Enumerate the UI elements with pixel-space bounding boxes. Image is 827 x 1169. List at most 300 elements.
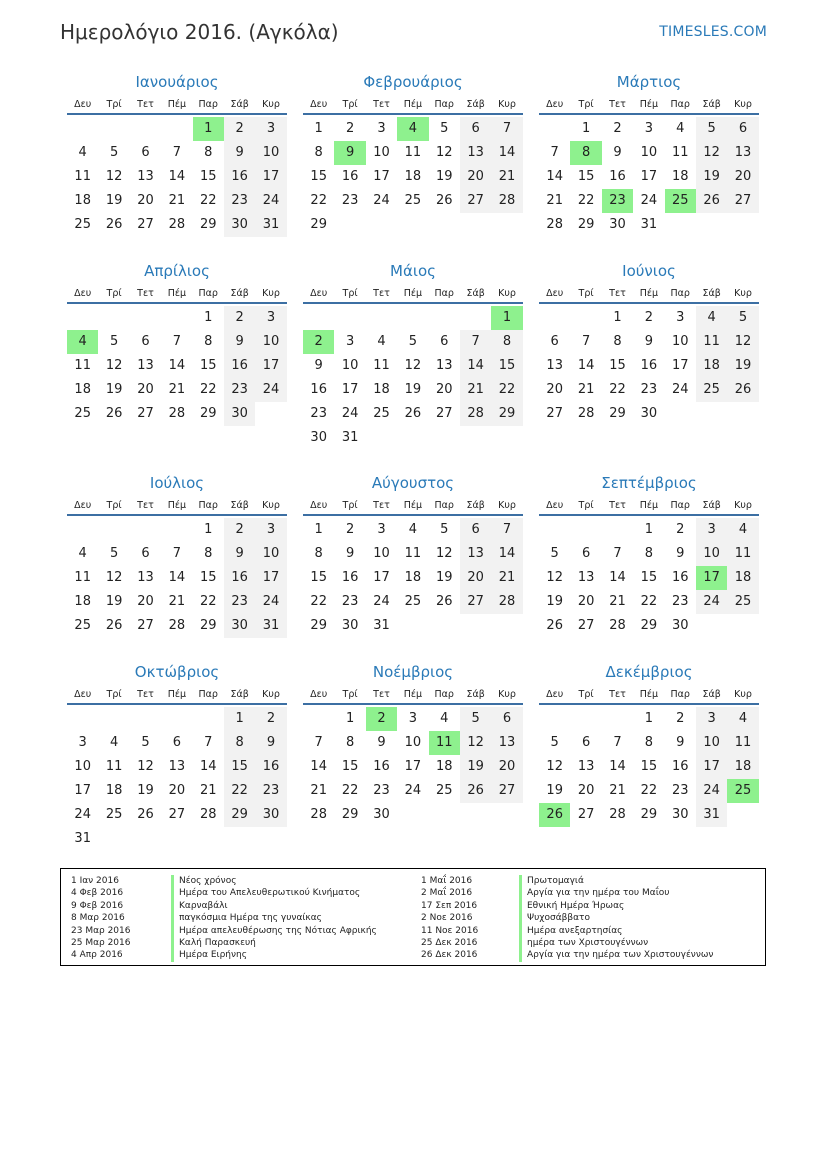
day-cell: 11 xyxy=(74,358,91,373)
day-cell: 22 xyxy=(341,783,359,798)
legend-holiday-name: Αργία για την ημέρα του Μαΐου xyxy=(519,887,713,899)
day-cell: 29 xyxy=(640,618,658,633)
day-cell: 25 xyxy=(696,378,727,402)
day-cell: 5 xyxy=(727,306,758,330)
day-cell: 24 xyxy=(404,783,422,798)
day-cell: 24 xyxy=(696,779,727,803)
weekday-label: Κυρ xyxy=(498,500,516,511)
day-cell: 30 xyxy=(224,614,255,638)
day-cell: 9 xyxy=(676,735,685,750)
weekday-label: Κυρ xyxy=(262,99,280,110)
weekday-label: Πέμ xyxy=(167,99,187,110)
month-block xyxy=(67,260,287,426)
weekday-label: Δευ xyxy=(546,689,564,700)
day-cell: 20 xyxy=(137,382,154,397)
day-cell: 27 xyxy=(577,618,595,633)
day-cell: 9 xyxy=(224,141,255,165)
day-cell: 4 xyxy=(408,522,417,537)
day-cell: 3 xyxy=(377,522,386,537)
month-name: Ιούλιος xyxy=(149,474,205,492)
month-name: Μάρτιος xyxy=(616,73,682,91)
day-cell: 11 xyxy=(74,570,91,585)
day-cell: 4 xyxy=(676,121,685,136)
day-cell: 1 xyxy=(581,121,591,136)
day-cell: 8 xyxy=(644,735,653,750)
day-cell: 23 xyxy=(341,193,359,208)
day-grid xyxy=(539,115,759,237)
weekday-label: Σάβ xyxy=(230,689,249,700)
day-cell: 1 xyxy=(204,522,213,537)
day-cell: 25 xyxy=(74,217,91,232)
day-cell: 5 xyxy=(440,522,449,537)
day-cell: 21 xyxy=(546,193,563,208)
day-cell: 17 xyxy=(671,358,689,373)
day-cell: 14 xyxy=(168,570,186,585)
day-grid xyxy=(303,705,523,827)
day-cell: 11 xyxy=(727,731,758,755)
day-cell: 1 xyxy=(491,306,522,330)
day-cell: 7 xyxy=(314,735,323,750)
weekday-label: Τρί xyxy=(106,500,122,511)
day-cell: 26 xyxy=(696,189,727,213)
weekday-label: Σάβ xyxy=(230,288,249,299)
day-cell: 24 xyxy=(255,378,286,402)
day-cell: 12 xyxy=(435,145,453,160)
day-cell: 28 xyxy=(491,189,522,213)
day-cell: 29 xyxy=(577,217,595,232)
weekday-label: Παρ xyxy=(198,500,218,511)
day-cell: 12 xyxy=(435,546,453,561)
weekday-header xyxy=(303,285,523,304)
day-cell: 3 xyxy=(78,735,87,750)
weekday-label: Παρ xyxy=(434,288,454,299)
weekday-header xyxy=(303,497,523,516)
day-cell: 6 xyxy=(550,334,559,349)
day-cell: 17 xyxy=(74,783,91,798)
day-cell: 8 xyxy=(613,334,622,349)
day-cell: 19 xyxy=(435,169,453,184)
day-cell: 19 xyxy=(404,382,422,397)
day-cell: 1 xyxy=(314,522,323,537)
day-cell: 30 xyxy=(373,807,390,822)
month-name: Ιανουάριος xyxy=(135,73,219,91)
day-grid xyxy=(67,304,287,426)
day-cell: 27 xyxy=(491,779,522,803)
day-cell: 7 xyxy=(172,546,181,561)
day-cell: 29 xyxy=(310,618,327,633)
day-cell: 6 xyxy=(581,735,591,750)
day-cell: 1 xyxy=(345,711,355,726)
day-cell: 25 xyxy=(435,783,453,798)
day-cell: 28 xyxy=(199,807,217,822)
day-cell: 26 xyxy=(435,594,453,609)
weekday-label: Κυρ xyxy=(734,288,752,299)
day-cell: 14 xyxy=(609,759,626,774)
day-cell: 16 xyxy=(609,169,626,184)
day-cell: 16 xyxy=(640,358,658,373)
month-block xyxy=(303,472,523,638)
month-block xyxy=(539,71,759,237)
day-cell: 16 xyxy=(310,382,327,397)
weekday-label: Πέμ xyxy=(167,288,187,299)
day-cell: 15 xyxy=(640,570,658,585)
weekday-label: Κυρ xyxy=(498,99,516,110)
day-cell: 29 xyxy=(199,618,217,633)
day-cell: 6 xyxy=(460,117,491,141)
day-grid xyxy=(67,115,287,237)
weekday-header xyxy=(539,686,759,705)
day-cell: 3 xyxy=(345,334,355,349)
day-cell: 28 xyxy=(460,402,491,426)
day-cell: 29 xyxy=(310,217,327,232)
weekday-label: Τρί xyxy=(342,288,358,299)
day-cell: 26 xyxy=(105,217,123,232)
legend-date: 2 Μαΐ 2016 xyxy=(421,888,473,899)
day-cell: 26 xyxy=(539,803,570,827)
weekday-label: Παρ xyxy=(198,689,218,700)
day-cell: 17 xyxy=(255,354,286,378)
day-cell: 5 xyxy=(109,546,119,561)
weekday-label: Τρί xyxy=(342,500,358,511)
day-cell: 2 xyxy=(224,306,255,330)
day-cell: 3 xyxy=(377,121,386,136)
day-cell: 12 xyxy=(696,141,727,165)
day-cell: 8 xyxy=(204,145,213,160)
day-cell: 26 xyxy=(105,406,123,421)
legend-holiday-name: ημέρα των Χριστουγέννων xyxy=(519,937,713,949)
day-cell: 20 xyxy=(546,382,563,397)
weekday-label: Τετ xyxy=(373,689,390,700)
day-cell: 22 xyxy=(224,779,255,803)
day-cell: 22 xyxy=(199,382,217,397)
weekday-header xyxy=(303,96,523,115)
day-cell: 2 xyxy=(676,522,685,537)
day-cell: 24 xyxy=(255,189,286,213)
day-cell: 10 xyxy=(671,334,689,349)
day-cell: 4 xyxy=(109,735,119,750)
day-cell: 5 xyxy=(408,334,417,349)
day-cell: 15 xyxy=(310,570,327,585)
weekday-label: Παρ xyxy=(670,288,690,299)
day-cell: 28 xyxy=(491,590,522,614)
weekday-label: Σάβ xyxy=(466,500,485,511)
weekday-label: Δευ xyxy=(310,689,328,700)
weekday-label: Πέμ xyxy=(639,99,659,110)
day-cell: 24 xyxy=(671,382,689,397)
day-cell: 9 xyxy=(255,731,286,755)
weekday-label: Πέμ xyxy=(639,500,659,511)
legend-holiday-name: Ημέρα του Απελευθερωτικού Κινήματος xyxy=(171,887,377,899)
day-cell: 5 xyxy=(440,121,449,136)
weekday-label: Τετ xyxy=(137,500,154,511)
weekday-label: Τετ xyxy=(373,500,390,511)
day-cell: 28 xyxy=(609,618,626,633)
brand-link[interactable]: TIMESLES.COM xyxy=(659,24,767,40)
month-name: Μάιος xyxy=(390,262,436,280)
weekday-label: Κυρ xyxy=(498,288,516,299)
day-cell: 27 xyxy=(727,189,758,213)
day-cell: 9 xyxy=(377,735,386,750)
day-cell: 4 xyxy=(727,518,758,542)
weekday-header xyxy=(67,497,287,516)
day-cell: 22 xyxy=(310,594,327,609)
day-cell: 31 xyxy=(255,614,286,638)
day-cell: 10 xyxy=(696,542,727,566)
day-cell: 11 xyxy=(696,330,727,354)
legend-date: 4 Απρ 2016 xyxy=(71,950,123,961)
day-grid xyxy=(539,516,759,638)
day-cell: 22 xyxy=(640,594,658,609)
day-cell: 24 xyxy=(341,406,359,421)
day-cell: 3 xyxy=(696,518,727,542)
day-cell: 15 xyxy=(640,759,658,774)
day-cell: 4 xyxy=(397,117,428,141)
day-cell: 6 xyxy=(141,546,150,561)
day-cell: 17 xyxy=(404,759,422,774)
weekday-label: Σάβ xyxy=(230,500,249,511)
day-cell: 11 xyxy=(404,145,422,160)
day-cell: 8 xyxy=(570,141,601,165)
weekday-label: Τρί xyxy=(578,99,594,110)
weekday-label: Δευ xyxy=(74,99,92,110)
day-cell: 8 xyxy=(491,330,522,354)
weekday-label: Τετ xyxy=(137,99,154,110)
day-cell: 16 xyxy=(224,165,255,189)
day-cell: 14 xyxy=(168,358,186,373)
day-cell: 24 xyxy=(255,590,286,614)
day-cell: 29 xyxy=(341,807,359,822)
day-cell: 2 xyxy=(366,707,397,731)
day-cell: 18 xyxy=(74,193,91,208)
day-cell: 15 xyxy=(224,755,255,779)
weekday-header xyxy=(539,497,759,516)
day-cell: 5 xyxy=(141,735,150,750)
day-cell: 2 xyxy=(613,121,622,136)
day-cell: 6 xyxy=(727,117,758,141)
month-block xyxy=(539,661,759,827)
day-cell: 18 xyxy=(671,169,689,184)
weekday-label: Σάβ xyxy=(466,689,485,700)
legend-left-dates xyxy=(71,875,131,962)
weekday-label: Σάβ xyxy=(702,500,721,511)
weekday-label: Παρ xyxy=(198,99,218,110)
day-cell: 23 xyxy=(671,594,689,609)
weekday-label: Τρί xyxy=(578,500,594,511)
day-cell: 24 xyxy=(373,594,390,609)
weekday-label: Πέμ xyxy=(403,288,423,299)
day-cell: 14 xyxy=(168,169,186,184)
month-name: Αύγουστος xyxy=(371,474,455,492)
day-cell: 30 xyxy=(671,618,689,633)
weekday-label: Παρ xyxy=(670,689,690,700)
weekday-label: Παρ xyxy=(434,500,454,511)
day-cell: 1 xyxy=(224,707,255,731)
day-cell: 20 xyxy=(727,165,758,189)
month-name: Ιούνιος xyxy=(622,262,676,280)
day-cell: 17 xyxy=(255,566,286,590)
day-cell: 13 xyxy=(137,358,154,373)
weekday-label: Πέμ xyxy=(167,689,187,700)
day-cell: 7 xyxy=(581,334,591,349)
day-cell: 17 xyxy=(341,382,359,397)
weekday-header xyxy=(67,285,287,304)
day-cell: 12 xyxy=(105,169,123,184)
day-cell: 25 xyxy=(74,618,91,633)
legend-holiday-name: Καλή Παρασκευή xyxy=(171,937,377,949)
day-cell: 21 xyxy=(491,566,522,590)
day-cell: 27 xyxy=(460,590,491,614)
day-cell: 22 xyxy=(310,193,327,208)
day-cell: 13 xyxy=(137,570,154,585)
day-cell: 31 xyxy=(696,803,727,827)
day-cell: 3 xyxy=(408,711,417,726)
day-cell: 23 xyxy=(310,406,327,421)
day-cell: 25 xyxy=(404,193,422,208)
day-cell: 18 xyxy=(404,570,422,585)
day-cell: 30 xyxy=(224,213,255,237)
day-cell: 27 xyxy=(460,189,491,213)
day-cell: 23 xyxy=(671,783,689,798)
weekday-header xyxy=(539,96,759,115)
day-cell: 3 xyxy=(696,707,727,731)
day-cell: 5 xyxy=(109,334,119,349)
day-cell: 17 xyxy=(373,570,390,585)
day-cell: 8 xyxy=(345,735,355,750)
day-cell: 28 xyxy=(168,406,186,421)
day-cell: 5 xyxy=(109,145,119,160)
weekday-label: Σάβ xyxy=(702,288,721,299)
day-cell: 23 xyxy=(224,189,255,213)
day-cell: 9 xyxy=(224,330,255,354)
day-cell: 18 xyxy=(435,759,453,774)
month-block xyxy=(67,71,287,237)
day-cell: 2 xyxy=(303,330,334,354)
day-cell: 31 xyxy=(373,618,390,633)
weekday-header xyxy=(303,686,523,705)
day-cell: 19 xyxy=(460,755,491,779)
day-cell: 4 xyxy=(67,330,98,354)
day-cell: 21 xyxy=(310,783,327,798)
day-cell: 29 xyxy=(224,803,255,827)
weekday-label: Πέμ xyxy=(639,288,659,299)
weekday-label: Κυρ xyxy=(498,689,516,700)
day-cell: 19 xyxy=(546,783,563,798)
weekday-label: Σάβ xyxy=(230,99,249,110)
day-cell: 12 xyxy=(546,570,563,585)
day-cell: 15 xyxy=(199,570,217,585)
weekday-label: Σάβ xyxy=(702,689,721,700)
month-name: Απρίλιος xyxy=(144,262,210,280)
day-cell: 26 xyxy=(404,406,422,421)
day-cell: 4 xyxy=(440,711,449,726)
weekday-label: Τετ xyxy=(609,99,626,110)
day-cell: 20 xyxy=(460,566,491,590)
day-grid xyxy=(539,705,759,827)
day-cell: 16 xyxy=(224,354,255,378)
day-cell: 9 xyxy=(334,141,365,165)
legend-holiday-name: Πρωτομαγιά xyxy=(519,875,713,887)
day-cell: 22 xyxy=(577,193,595,208)
day-cell: 5 xyxy=(550,735,559,750)
day-cell: 26 xyxy=(435,193,453,208)
day-cell: 12 xyxy=(404,358,422,373)
weekday-label: Δευ xyxy=(310,288,328,299)
day-cell: 11 xyxy=(74,169,91,184)
day-cell: 10 xyxy=(640,145,658,160)
day-cell: 26 xyxy=(137,807,154,822)
legend-date: 17 Σεπ 2016 xyxy=(421,900,478,911)
weekday-label: Τετ xyxy=(609,500,626,511)
day-cell: 21 xyxy=(609,783,626,798)
day-cell: 25 xyxy=(404,594,422,609)
day-cell: 25 xyxy=(373,406,390,421)
weekday-label: Τετ xyxy=(609,689,626,700)
day-cell: 1 xyxy=(613,310,622,325)
weekday-label: Δευ xyxy=(310,500,328,511)
day-cell: 9 xyxy=(224,542,255,566)
holiday-legend xyxy=(60,868,766,966)
weekday-header xyxy=(539,285,759,304)
day-cell: 16 xyxy=(671,759,689,774)
day-cell: 18 xyxy=(696,354,727,378)
page-title: Ημερολόγιο 2016. (Αγκόλα) xyxy=(60,20,339,44)
day-cell: 15 xyxy=(609,358,626,373)
day-cell: 7 xyxy=(613,546,622,561)
weekday-header xyxy=(67,686,287,705)
day-cell: 27 xyxy=(137,406,154,421)
day-cell: 13 xyxy=(727,141,758,165)
day-cell: 8 xyxy=(204,546,213,561)
day-cell: 11 xyxy=(429,731,460,755)
weekday-label: Κυρ xyxy=(734,689,752,700)
day-cell: 21 xyxy=(168,594,186,609)
day-cell: 6 xyxy=(460,518,491,542)
month-name: Δεκέμβριος xyxy=(605,663,693,681)
day-cell: 19 xyxy=(105,594,123,609)
day-cell: 2 xyxy=(255,707,286,731)
day-cell: 18 xyxy=(74,594,91,609)
weekday-label: Δευ xyxy=(310,99,328,110)
month-block xyxy=(303,260,523,450)
weekday-label: Πέμ xyxy=(403,99,423,110)
day-cell: 18 xyxy=(404,169,422,184)
day-cell: 14 xyxy=(460,354,491,378)
day-cell: 21 xyxy=(199,783,217,798)
weekday-label: Παρ xyxy=(434,689,454,700)
day-cell: 3 xyxy=(644,121,653,136)
day-cell: 31 xyxy=(74,831,91,846)
day-cell: 21 xyxy=(168,382,186,397)
day-cell: 15 xyxy=(341,759,359,774)
day-cell: 23 xyxy=(255,779,286,803)
day-cell: 13 xyxy=(546,358,563,373)
day-cell: 26 xyxy=(727,378,758,402)
day-cell: 7 xyxy=(491,518,522,542)
weekday-label: Τρί xyxy=(342,689,358,700)
day-cell: 9 xyxy=(644,334,653,349)
legend-date: 1 Ιαν 2016 xyxy=(71,876,119,886)
weekday-label: Τετ xyxy=(609,288,626,299)
day-cell: 16 xyxy=(341,169,359,184)
day-cell: 27 xyxy=(577,807,595,822)
day-cell: 29 xyxy=(491,402,522,426)
day-cell: 10 xyxy=(373,546,390,561)
day-cell: 22 xyxy=(491,378,522,402)
day-cell: 1 xyxy=(204,310,213,325)
day-cell: 2 xyxy=(345,121,355,136)
day-cell: 19 xyxy=(696,165,727,189)
weekday-label: Παρ xyxy=(670,99,690,110)
